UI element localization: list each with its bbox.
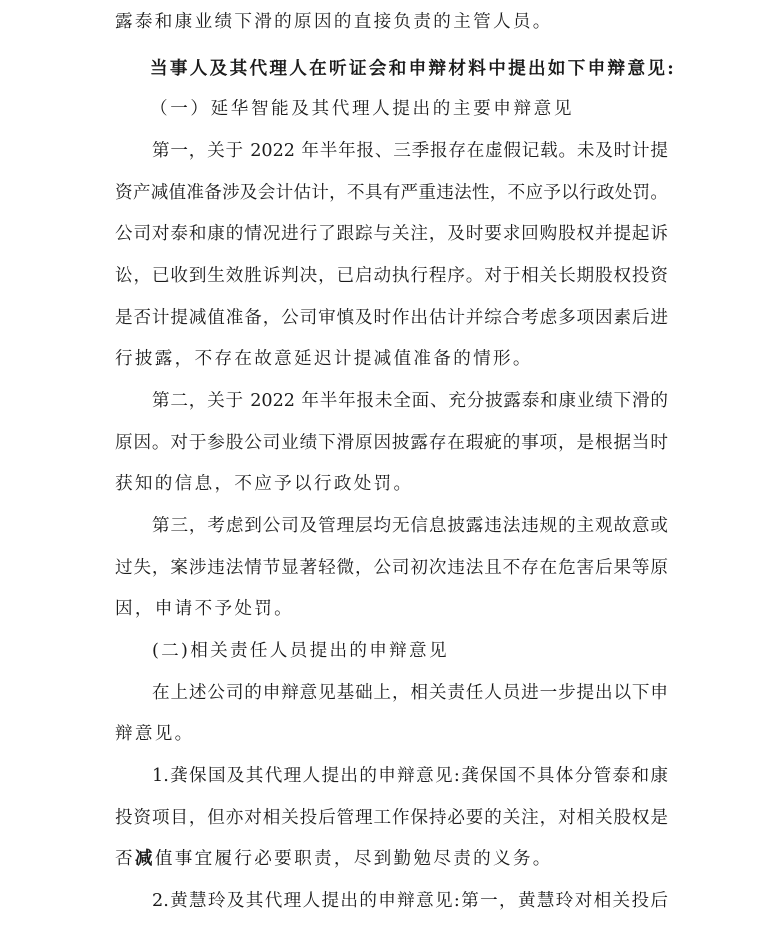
paragraph-line: 1.龚保国及其代理人提出的申辩意见:龚保国不具体分管泰和康 (152, 766, 668, 786)
paragraph-line: 获知的信息，不应予以行政处罚。 (115, 474, 414, 494)
paragraph-line: 公司对泰和康的情况进行了跟踪与关注，及时要求回购股权并提起诉 (115, 224, 668, 244)
paragraph-line: 是否计提减值准备，公司审慎及时作出估计并综合考虑多项因素后进 (115, 308, 668, 328)
paragraph-line: 2.黄慧玲及其代理人提出的申辩意见:第一，黄慧玲对相关投后 (152, 891, 668, 911)
paragraph-line: 第一，关于 2022 年半年报、三季报存在虚假记载。未及时计提 (152, 141, 668, 161)
paragraph-line: 资产减值准备涉及会计估计，不具有严重违法性，不应予以行政处罚。 (115, 183, 668, 203)
section-heading: 当事人及其代理人在听证会和申辩材料中提出如下申辩意见: (150, 58, 677, 79)
paragraph-line: 投资项目，但亦对相关投后管理工作保持必要的关注，对相关股权是 (115, 808, 668, 828)
subsection-heading: (二)相关责任人员提出的申辩意见 (152, 641, 449, 661)
subsection-heading: （一）延华智能及其代理人提出的主要申辩意见 (150, 99, 575, 119)
bold-character: 减 (134, 848, 155, 869)
paragraph-line: 露泰和康业绩下滑的原因的直接负责的主管人员。 (115, 12, 553, 32)
paragraph-line: 辩意见。 (115, 724, 195, 744)
paragraph-line: 讼，已收到生效胜诉判决，已启动执行程序。对于相关长期股权投资 (115, 266, 668, 286)
paragraph-line: 原因。对于参股公司业绩下滑原因披露存在瑕疵的事项，是根据当时 (115, 433, 668, 453)
paragraph-line (115, 847, 553, 871)
paragraph-line: 过失，案涉违法情节显著轻微，公司初次违法且不存在危害后果等原 (115, 558, 668, 578)
paragraph-line: 行披露，不存在故意延迟计提减值准备的情形。 (115, 349, 533, 369)
text-segment: 否 (115, 849, 135, 869)
paragraph-line: 第三，考虑到公司及管理层均无信息披露违法违规的主观故意或 (152, 516, 668, 536)
paragraph-line: 第二，关于 2022 年半年报未全面、充分披露泰和康业绩下滑的 (152, 391, 668, 411)
text-segment: 值事宜履行必要职责，尽到勤勉尽责的义务。 (154, 849, 553, 869)
paragraph-line: 在上述公司的申辩意见基础上，相关责任人员进一步提出以下申 (152, 683, 668, 703)
paragraph-line: 因，申请不予处罚。 (115, 599, 295, 619)
